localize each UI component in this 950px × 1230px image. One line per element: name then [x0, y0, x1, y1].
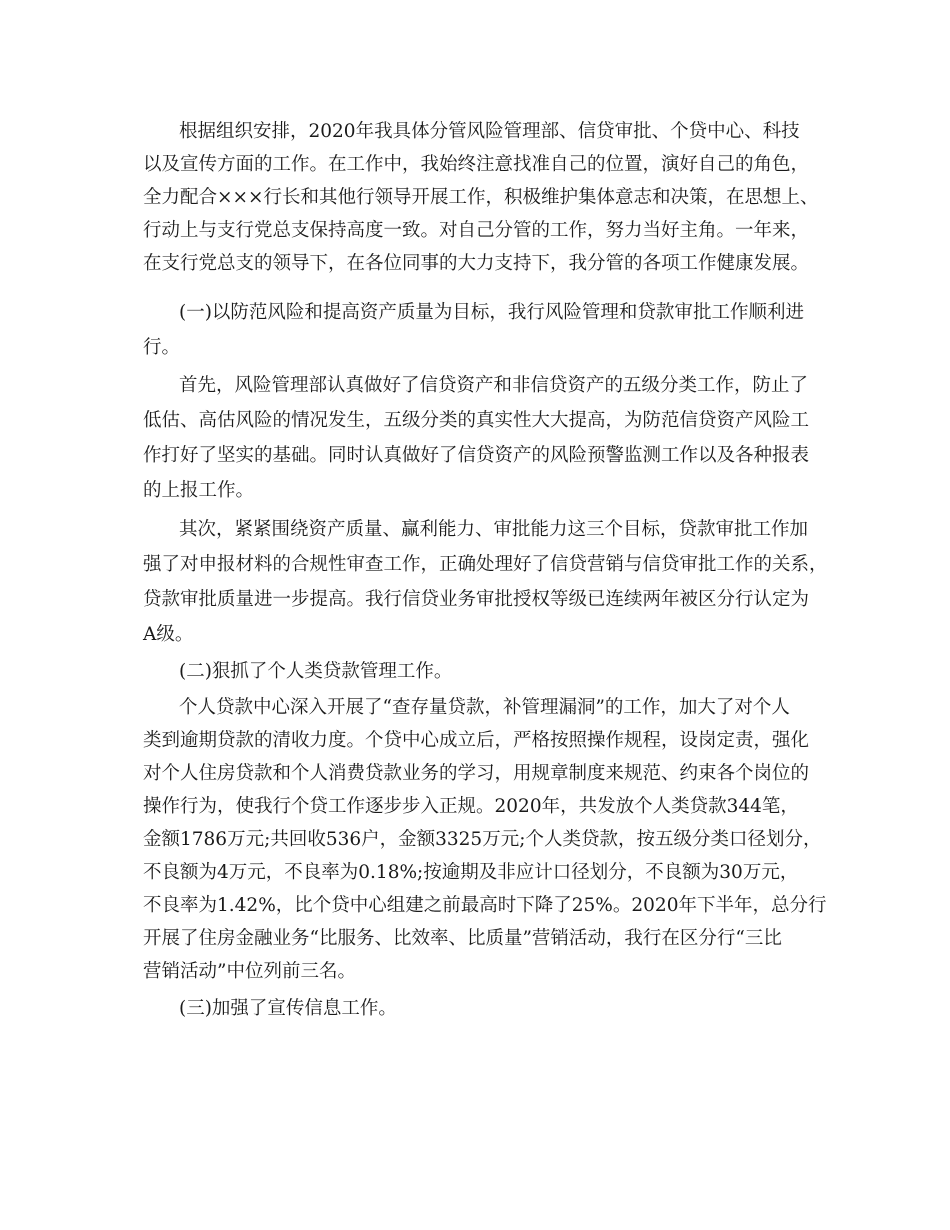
text-line: 开展了住房金融业务“比服务、比效率、比质量”营销活动，我行在区分行“三比 — [143, 928, 782, 949]
text-line: 类到逾期贷款的清收力度。个贷中心成立后，严格按照操作规程，设岗定责，强化 — [143, 730, 810, 751]
text-line: 对个人住房贷款和个人消费贷款业务的学习，用规章制度来规范、约束各个岗位的 — [143, 763, 810, 784]
text-line: A级。 — [143, 624, 194, 645]
text-line: 操作行为，使我行个贷工作逐步步入正规。2020年，共发放个人类贷款344笔， — [143, 796, 799, 817]
text-line: 根据组织安排，2020年我具体分管风险管理部、信贷审批、个贷中心、科技 — [179, 121, 800, 142]
text-line: 营销活动”中位列前三名。 — [143, 961, 356, 982]
text-line: 在支行党总支的领导下，在各位同事的大力支持下，我分管的各项工作健康发展。 — [143, 253, 810, 274]
section-heading: (二)狠抓了个人类贷款管理工作。 — [179, 661, 453, 682]
text-line: 低估、高估风险的情况发生，五级分类的真实性大大提高，为防范信贷资产风险工 — [143, 410, 810, 431]
text-line: 首先，风险管理部认真做好了信贷资产和非信贷资产的五级分类工作，防止了 — [179, 375, 809, 396]
text-line: 强了对申报材料的合规性审查工作，正确处理好了信贷营销与信贷审批工作的关系， — [143, 554, 828, 575]
text-line: 贷款审批质量进一步提高。我行信贷业务审批授权等级已连续两年被区分行认定为 — [143, 589, 810, 610]
text-line: 不良率为1.42%，比个贷中心组建之前最高时下降了25%。2020年下半年，总分行 — [143, 895, 827, 916]
text-line: 行动上与支行党总支保持高度一致。对自己分管的工作，努力当好主角。一年来， — [143, 220, 810, 241]
text-line: 行。 — [143, 337, 181, 358]
text-line: 作打好了坚实的基础。同时认真做好了信贷资产的风险预警监测工作以及各种报表 — [143, 445, 810, 466]
text-line: 不良额为4万元，不良率为0.18%;按逾期及非应计口径划分，不良额为30万元， — [143, 862, 799, 883]
section-heading: (三)加强了宣传信息工作。 — [179, 998, 397, 1019]
text-line: 其次，紧紧围绕资产质量、赢利能力、审批能力这三个目标，贷款审批工作加 — [179, 519, 809, 540]
text-line: 以及宣传方面的工作。在工作中，我始终注意找准自己的位置，演好自己的角色， — [143, 154, 810, 175]
section-heading: (一)以防范风险和提高资产质量为目标，我行风险管理和贷款审批工作顺利进 — [179, 302, 804, 323]
text-line: 金额1786万元;共回收536户，金额3325万元;个人类贷款，按五级分类口径划分， — [143, 829, 822, 850]
text-line: 个人贷款中心深入开展了“查存量贷款，补管理漏洞”的工作，加大了对个人 — [179, 697, 790, 718]
text-line: 的上报工作。 — [143, 480, 255, 501]
text-line: 全力配合×××行长和其他行领导开展工作，积极维护集体意志和决策，在思想上、 — [143, 187, 819, 208]
